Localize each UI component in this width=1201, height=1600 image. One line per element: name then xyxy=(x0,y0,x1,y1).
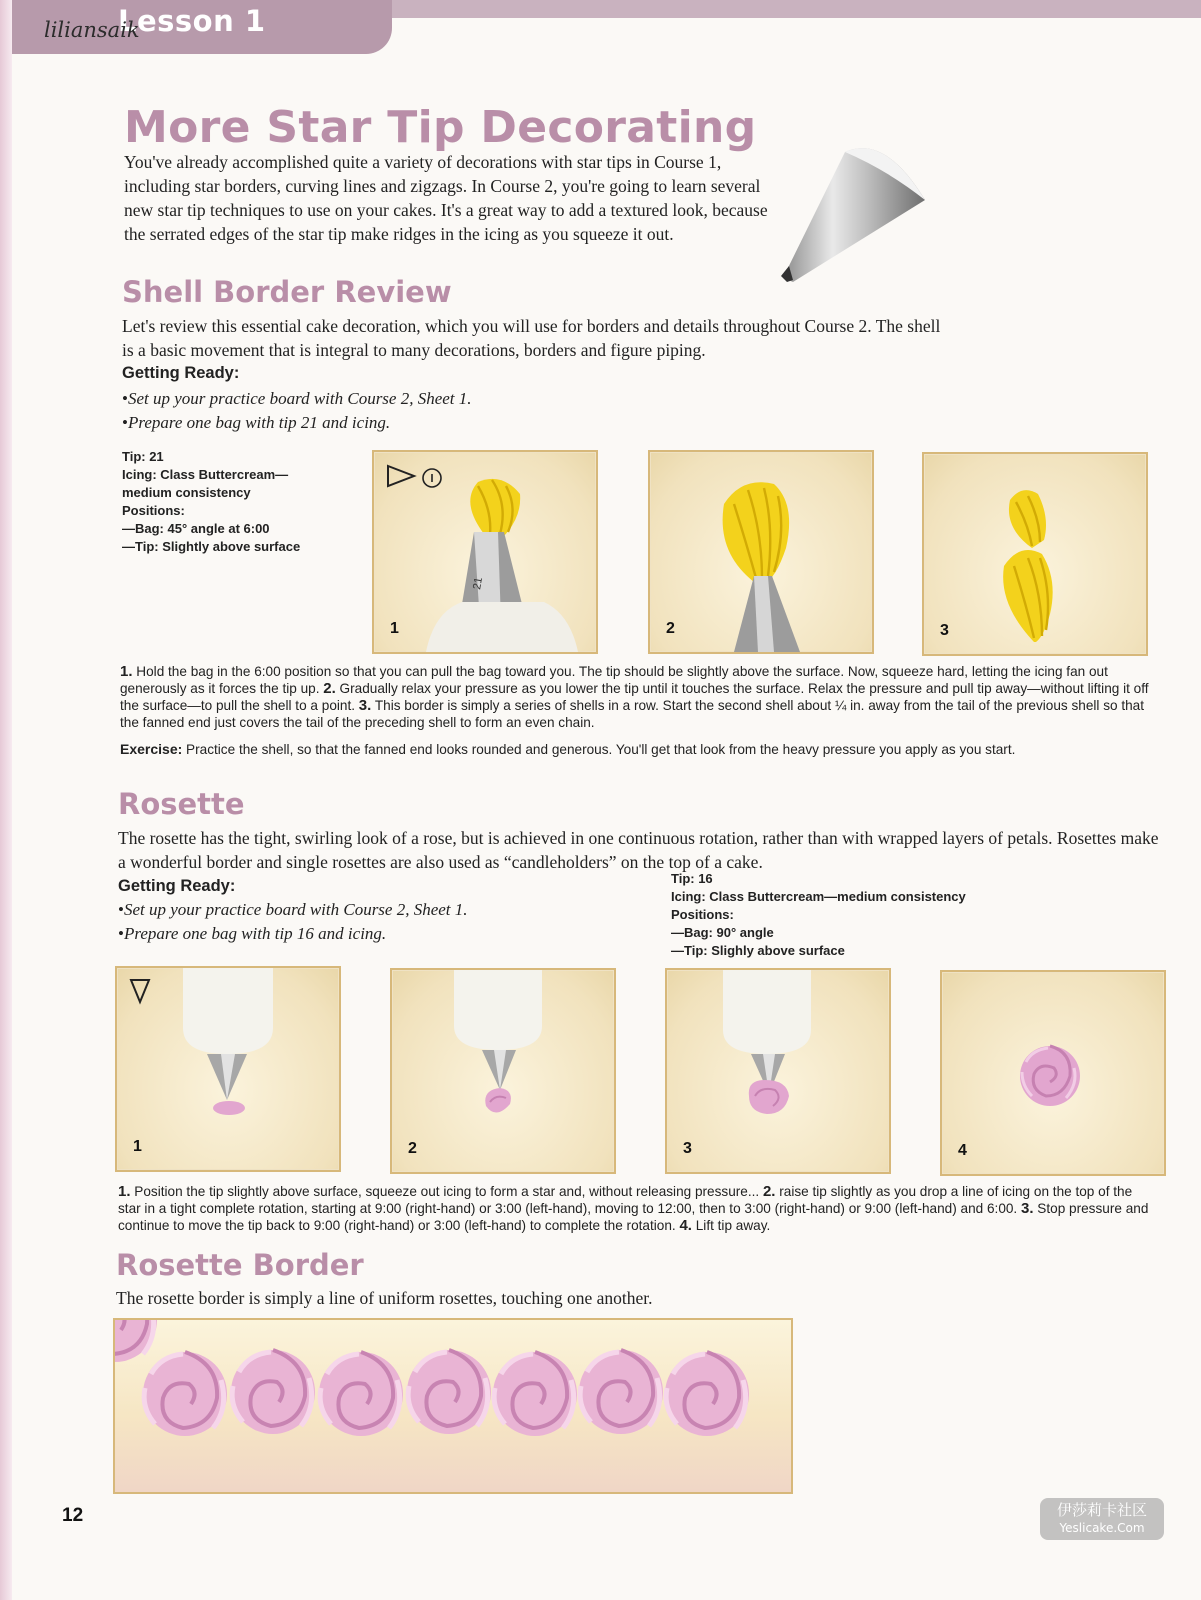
shell-specs: Tip: 21 Icing: Class Buttercream— medium consistency Positions: —Bag: 45° angle at 6:00 —Tip: Slightly above surface xyxy=(122,449,301,554)
shell-step-3-image xyxy=(924,454,1146,654)
rosette-specs: Tip: 16 Icing: Class Buttercream—medium consistency Positions: —Bag: 90° angle —Tip: Slighly above surface xyxy=(671,871,966,958)
rosette-intro: The rosette has the tight, swirling look of a rose, but is achieved in one continuous rotation, rather than with wrapped layers of petals. Rosettes make a wonderful border and single rosettes are also used as “candleholders” on the top of a cake. xyxy=(118,828,1159,872)
lesson-tab-title: Lesson 1 xyxy=(118,4,266,38)
rosette-step-photo-3 xyxy=(665,968,891,1174)
intro-paragraph: You've already accomplished quite a variety of decorations with star tips in Course 1, including star borders, curving lines and zigzags. In Course 2, you're going to learn several new star tip techniques to use on your cakes. It's a great way to add a textured look, because the serrated edges of the star tip make ridges in the icing as you squeeze it out. xyxy=(124,152,768,244)
handwritten-signature: liliansaik xyxy=(44,18,140,42)
shell-steps: 1. Hold the bag in the 6:00 position so that you can pull the bag toward you. The tip should be slightly above the surface. Now, squeeze hard, letting the icing fan out generously as it forces the tip up. 2. Gradually relax your pressure as you lower the tip until it touches the surface. Relax the pressure and pull tip away—without lifting it off the surface—to pull the shell to a point. 3. This border is simply a series of shells in a row. Start the second shell about ¼ in. away from the tail of the previous shell so that the fanned end just covers the tail of the preceding shell to form an even chain. xyxy=(120,663,1149,730)
rosette-step-2-image xyxy=(392,970,614,1172)
piping-tip-icon xyxy=(775,130,975,290)
rosette-heading: Rosette xyxy=(118,787,245,821)
rosette-step-1-image xyxy=(117,968,339,1170)
page-number: 12 xyxy=(62,1505,84,1526)
bag-position-icon xyxy=(131,980,149,1002)
shell-heading: Shell Border Review xyxy=(122,275,452,309)
rosette-step-photo-4 xyxy=(940,970,1166,1176)
shell-step-photo-2 xyxy=(648,450,874,654)
rosette-step-photo-1 xyxy=(115,966,341,1172)
shell-exercise: Exercise: Practice the shell, so that the fanned end looks rounded and generous. You'll get that look from the heavy pressure you apply as you start. xyxy=(120,741,1016,757)
rosette-bullets xyxy=(118,898,468,946)
shell-step-photo-3 xyxy=(922,452,1148,656)
rosette-border-photo xyxy=(113,1318,793,1494)
list-item: • Set up your practice board with Course 2, Sheet 1. xyxy=(118,898,468,922)
list-item: • Set up your practice board with Course 2, Sheet 1. xyxy=(122,387,472,411)
list-item: • Prepare one bag with tip 16 and icing. xyxy=(118,922,468,946)
rosette-step-4-image xyxy=(942,972,1164,1174)
rosette-border-intro: The rosette border is simply a line of uniform rosettes, touching one another. xyxy=(116,1288,653,1308)
rosette-steps: 1. Position the tip slightly above surface, squeeze out icing to form a star and, without releasing pressure... 2. raise tip slightly as you drop a line of icing on the top of the star in a tight complete rotation, starting at 9:00 (right-hand) or 3:00 (left-hand), moving to 12:00, then to 3:00 (right-hand) or 9:00 (left-hand) and 6:00. 3. Stop pressure and continue to move the tip back to 9:00 (right-hand) or 3:00 (left-hand) to complete the rotation. 4. Lift tip away. xyxy=(118,1183,1149,1234)
photo-label: 1 xyxy=(133,1138,142,1155)
rosette-step-photo-2 xyxy=(390,968,616,1174)
page-edge xyxy=(0,0,12,1600)
shell-intro: Let's review this essential cake decoration, which you will use for borders and details throughout Course 2. The shell is a basic movement that is integral to many decorations, borders and figure piping. xyxy=(122,316,941,360)
list-item: • Prepare one bag with tip 21 and icing. xyxy=(122,411,472,435)
page-title: More Star Tip Decorating xyxy=(124,102,757,153)
bag-position-icon xyxy=(388,466,414,486)
photo-label: 2 xyxy=(666,620,675,637)
shell-step-2-image xyxy=(650,452,872,652)
rosette-swirl xyxy=(115,1320,157,1362)
photo-label: 3 xyxy=(940,622,949,639)
rosette-border-image xyxy=(115,1320,791,1492)
shell-step-photo-1 xyxy=(372,450,598,654)
tip-engraving: 21 xyxy=(471,576,486,591)
rosette-border-heading: Rosette Border xyxy=(116,1248,364,1282)
shell-getting-ready: Getting Ready: xyxy=(122,364,240,382)
watermark: 伊莎莉卡社区 Yeslicake.Com xyxy=(1040,1498,1164,1540)
photo-label: 2 xyxy=(408,1140,417,1157)
shell-bullets xyxy=(122,387,472,435)
shell-step-1-image xyxy=(374,452,596,652)
photo-label: 1 xyxy=(390,620,399,637)
rosette-step-3-image xyxy=(667,970,889,1172)
rosette-getting-ready: Getting Ready: xyxy=(118,877,236,895)
photo-label: 4 xyxy=(958,1142,967,1159)
top-band xyxy=(380,0,1201,18)
photo-label: 3 xyxy=(683,1140,692,1157)
